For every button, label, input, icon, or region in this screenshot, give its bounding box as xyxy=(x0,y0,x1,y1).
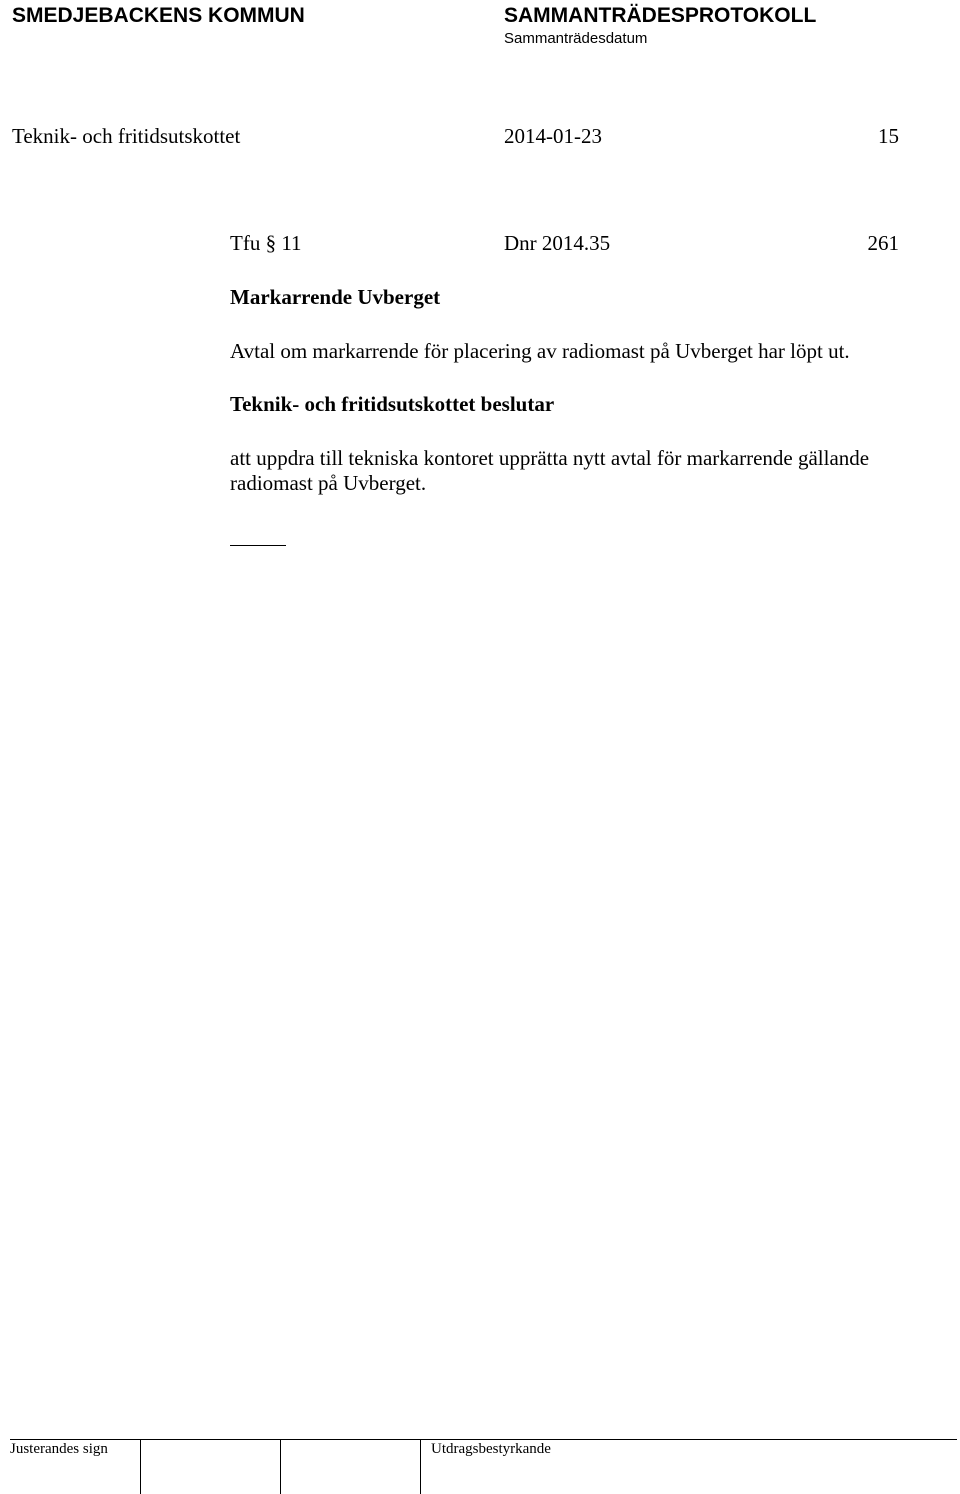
extract-certifier-label: Utdragsbestyrkande xyxy=(431,1441,551,1457)
signature-box-3 xyxy=(420,1440,421,1494)
footer-divider xyxy=(10,1439,957,1440)
municipality-name: SMEDJEBACKENS KOMMUN xyxy=(12,4,305,27)
decision-text: att uppdra till tekniska kontoret upprätta nytt avtal för markarrende gällande radiomast på Uvberget. xyxy=(230,446,870,495)
paragraph-number: Tfu § 11 xyxy=(230,231,302,255)
meeting-date: 2014-01-23 xyxy=(504,124,602,148)
page-number: 15 xyxy=(878,124,899,148)
document-type: SAMMANTRÄDESPROTOKOLL xyxy=(504,4,817,27)
end-divider xyxy=(230,545,286,546)
signature-footer xyxy=(0,1439,960,1494)
committee-name: Teknik- och fritidsutskottet xyxy=(12,124,241,148)
diary-number: Dnr 2014.35 xyxy=(504,231,611,255)
signature-box-2 xyxy=(280,1440,281,1494)
meeting-date-label: Sammanträdesdatum xyxy=(504,30,648,47)
signature-box-1 xyxy=(140,1440,141,1494)
case-title: Markarrende Uvberget xyxy=(230,285,441,309)
case-description: Avtal om markarrende för placering av radiomast på Uvberget har löpt ut. xyxy=(230,339,850,363)
case-number: 261 xyxy=(867,231,899,255)
decision-heading: Teknik- och fritidsutskottet beslutar xyxy=(230,392,555,416)
adjuster-sign-label: Justerandes sign xyxy=(10,1441,108,1457)
